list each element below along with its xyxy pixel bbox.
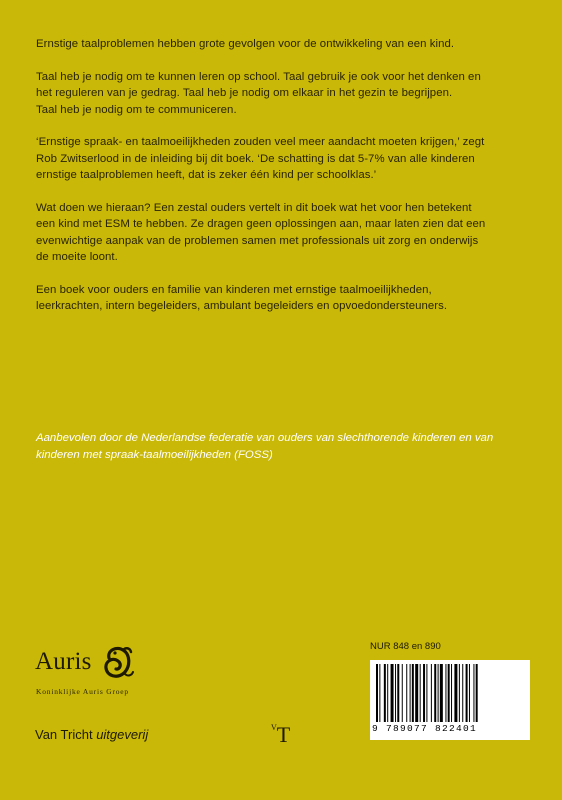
paragraph-quote: ‘Ernstige spraak- en taalmoeilijkheden zouden veel meer aandacht moeten krijgen,’ zegt Rob Zwitserlood in de inleiding bij dit boek. ‘De schatting is dat 5-7% van alle kinderen ernstige taalproblemen heeft, dat is zeker één kind per schoolklas.’ (36, 136, 485, 181)
barcode-bar (448, 664, 450, 722)
barcode-bar (451, 664, 452, 722)
barcode-bar (376, 664, 378, 722)
barcode-bar (391, 664, 394, 722)
barcode-bar (384, 664, 386, 722)
barcode-bar (406, 664, 407, 722)
barcode-bar (438, 664, 439, 722)
barcode-bar (469, 664, 470, 722)
publisher-logo (271, 722, 290, 748)
barcode-bar (410, 664, 411, 722)
paragraph-parents: Wat doen we hieraan? Een zestal ouders vertelt in dit boek wat het voor hen betekent een kind met ESM te hebben. Ze dragen geen oplossingen aan, maar laten zien dat een evenwichtige aanpak van de problemen samen met professionals uit zorg en onderwijs de moeite loont. (36, 201, 486, 263)
barcode-bar (387, 664, 388, 722)
blurb-text (36, 36, 491, 331)
paragraph-language-needs: Taal heb je nodig om te kunnen leren op school. Taal gebruik je ook voor het denken en het reguleren van je gedrag. Taal heb je nodig om elkaar in het gezin te begrijpen. (36, 70, 481, 99)
auris-swirl-icon (101, 644, 135, 680)
publisher-logo-sup: V (271, 722, 277, 732)
barcode-bar (426, 664, 427, 722)
paragraph-audience: Een boek voor ouders en familie van kinderen met ernstige taalmoeilijkheden, leerkrachten, intern begeleiders, ambulant begeleiders en opvoedondersteuners. (36, 283, 448, 312)
recommendation-text: Aanbevolen door de Nederlandse federatie van ouders van slechthorende kinderen en van kinderen met spraak-taalmoeilijkheden (FOSS) (36, 432, 494, 461)
auris-subtitle: Koninklijke Auris Groep (36, 687, 129, 696)
barcode-bar (459, 664, 460, 722)
barcode-bar (476, 664, 478, 722)
auris-wordmark: Auris (35, 648, 92, 675)
barcode-bar (423, 664, 425, 722)
barcode (370, 660, 530, 740)
paragraph-intro: Ernstige taalproblemen hebben grote gevolgen voor de ontwikkeling van een kind. (36, 38, 455, 50)
publisher-name (35, 727, 148, 742)
barcode-bars (376, 664, 526, 722)
publisher-name-plain: Van Tricht (35, 727, 97, 742)
barcode-bar (466, 664, 468, 722)
barcode-bar (397, 664, 399, 722)
nur-code: NUR 848 en 890 (370, 641, 441, 652)
barcode-bar (402, 664, 403, 722)
barcode-bar (434, 664, 436, 722)
barcode-bar (412, 664, 414, 722)
barcode-bar (379, 664, 380, 722)
publisher-name-italic: uitgeverij (96, 727, 149, 742)
barcode-bar (420, 664, 421, 722)
barcode-bar (440, 664, 443, 722)
barcode-bar (473, 664, 474, 722)
barcode-bar (415, 664, 418, 722)
barcode-bar (431, 664, 432, 722)
barcode-bar (395, 664, 396, 722)
publisher-logo-main: T (276, 722, 291, 747)
auris-logo (35, 648, 205, 708)
barcode-bar (462, 664, 463, 722)
barcode-bar (454, 664, 457, 722)
barcode-bar (445, 664, 446, 722)
paragraph-communicate: Taal heb je nodig om te communiceren. (36, 103, 237, 116)
isbn-digits: 9 789077 822401 (372, 723, 478, 734)
